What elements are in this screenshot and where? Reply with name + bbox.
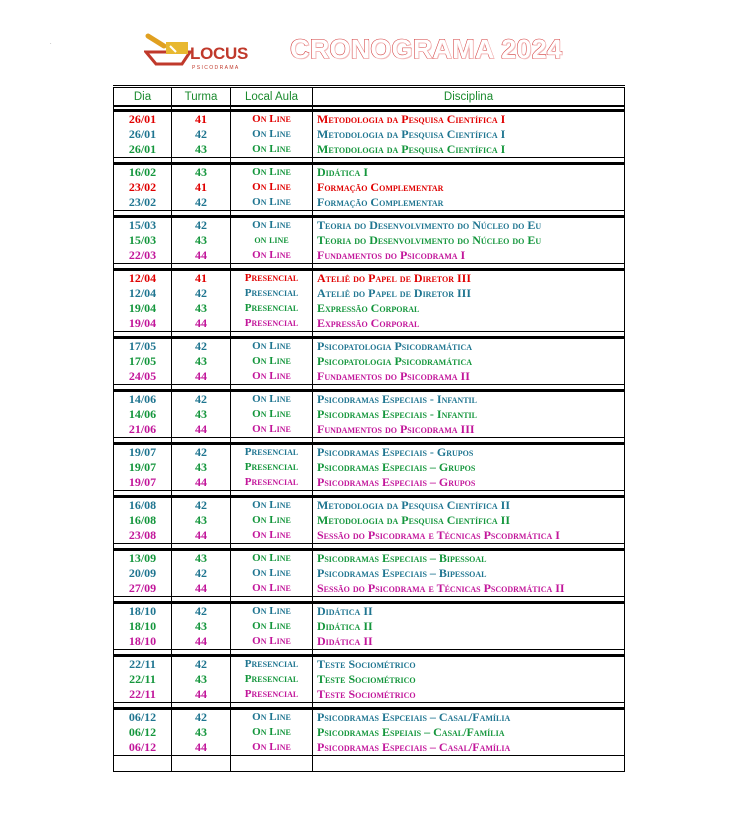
cell-date: 19/04: [114, 301, 172, 316]
cell-disciplina: Fundamentos do Psicodrama II: [313, 369, 625, 385]
table-row: [114, 709, 625, 726]
table-row: [114, 164, 625, 181]
cell-local: Presencial: [231, 270, 313, 287]
table-row: [114, 407, 625, 422]
cell-local: On Line: [231, 603, 313, 620]
table-row: [114, 619, 625, 634]
table-row: [114, 740, 625, 756]
cell-disciplina: Metodologia da Pesquisa Científica II: [313, 513, 625, 528]
cell-date: 22/11: [114, 687, 172, 703]
cell-local: On Line: [231, 354, 313, 369]
table-row: [114, 142, 625, 158]
cell-date: 06/12: [114, 725, 172, 740]
cell-turma: 43: [172, 513, 231, 528]
cell-date: 20/09: [114, 566, 172, 581]
cell-date: 19/04: [114, 316, 172, 332]
cell-date: 19/07: [114, 460, 172, 475]
cell-turma: 42: [172, 195, 231, 211]
table-row: [114, 301, 625, 316]
table-row: [114, 391, 625, 408]
cell-disciplina: Expressão Corporal: [313, 301, 625, 316]
cell-disciplina: Psicodramas Especiais – Bipessoal: [313, 566, 625, 581]
table-row: [114, 528, 625, 544]
cell-disciplina: Fundamentos do Psicodrama III: [313, 422, 625, 438]
table-row: [114, 195, 625, 211]
cell-date: 12/04: [114, 270, 172, 287]
cell-local: On Line: [231, 407, 313, 422]
cell-date: 23/08: [114, 528, 172, 544]
table-row: [114, 270, 625, 287]
table-row: [114, 672, 625, 687]
table-row: [114, 475, 625, 491]
cell-disciplina: Metodologia da Pesquisa Científica I: [313, 127, 625, 142]
cell-date: 21/06: [114, 422, 172, 438]
schedule-table: [113, 85, 625, 772]
cell-local: On Line: [231, 528, 313, 544]
cell-turma: 44: [172, 475, 231, 491]
cell-disciplina: Teoria do Desenvolvimento do Núcleo do Eu: [313, 233, 625, 248]
cell-local: Presencial: [231, 475, 313, 491]
cell-turma: 41: [172, 111, 231, 128]
cell-date: 19/07: [114, 444, 172, 461]
cell-date: 23/02: [114, 180, 172, 195]
cell-turma: 43: [172, 619, 231, 634]
table-row: [114, 656, 625, 673]
cell-disciplina: Ateliê do Papel de Diretor III: [313, 270, 625, 287]
cell-turma: 42: [172, 338, 231, 355]
cell-disciplina: Sessão do Psicodrama e Técnicas Pscodrmática II: [313, 581, 625, 597]
cell-turma: 44: [172, 740, 231, 756]
cell-disciplina: Psicodramas Especiais - Grupos: [313, 444, 625, 461]
empty-cell: [313, 756, 625, 772]
cell-date: 22/11: [114, 656, 172, 673]
cell-date: 18/10: [114, 603, 172, 620]
cell-local: On Line: [231, 513, 313, 528]
cell-local: On Line: [231, 338, 313, 355]
cell-turma: 43: [172, 233, 231, 248]
cell-date: 27/09: [114, 581, 172, 597]
cell-local: On Line: [231, 550, 313, 567]
header-local: Local Aula: [231, 87, 313, 107]
cell-date: 22/03: [114, 248, 172, 264]
cell-date: 13/09: [114, 550, 172, 567]
table-row: [114, 422, 625, 438]
cell-local: On Line: [231, 740, 313, 756]
header-dia: Dia: [114, 87, 172, 107]
table-row: [114, 354, 625, 369]
table-row: [114, 338, 625, 355]
cell-disciplina: Didática I: [313, 164, 625, 181]
cell-turma: 42: [172, 391, 231, 408]
cell-date: 26/01: [114, 111, 172, 128]
empty-cell: [172, 756, 231, 772]
cell-disciplina: Teste Sociométrico: [313, 672, 625, 687]
cell-date: 22/11: [114, 672, 172, 687]
cell-turma: 44: [172, 581, 231, 597]
cell-date: 14/06: [114, 391, 172, 408]
cell-local: On Line: [231, 142, 313, 158]
cell-disciplina: Didática II: [313, 619, 625, 634]
cell-local: On Line: [231, 180, 313, 195]
cell-turma: 42: [172, 127, 231, 142]
table-row: [114, 566, 625, 581]
cell-date: 18/10: [114, 634, 172, 650]
cell-date: 26/01: [114, 142, 172, 158]
cell-turma: 42: [172, 217, 231, 234]
cell-date: 16/02: [114, 164, 172, 181]
cell-local: On Line: [231, 619, 313, 634]
cell-turma: 44: [172, 528, 231, 544]
cell-turma: 44: [172, 369, 231, 385]
cell-turma: 43: [172, 460, 231, 475]
page-title: CRONOGRAMA 2024: [290, 34, 563, 64]
cell-date: 15/03: [114, 217, 172, 234]
cell-disciplina: Metodologia da Pesquisa Científica I: [313, 111, 625, 128]
cell-local: Presencial: [231, 672, 313, 687]
cell-disciplina: Sessão do Psicodrama e Técnicas Pscodrmática I: [313, 528, 625, 544]
cell-date: 26/01: [114, 127, 172, 142]
cell-date: 15/03: [114, 233, 172, 248]
cell-turma: 44: [172, 634, 231, 650]
cell-disciplina: Metodologia da Pesquisa Científica I: [313, 142, 625, 158]
cell-turma: 43: [172, 142, 231, 158]
cell-turma: 43: [172, 672, 231, 687]
logo-subtitle: PSICODRAMA: [192, 65, 240, 71]
cell-local: On Line: [231, 581, 313, 597]
cell-local: Presencial: [231, 460, 313, 475]
cell-disciplina: Fundamentos do Psicodrama I: [313, 248, 625, 264]
table-body: [114, 106, 625, 772]
cell-date: 14/06: [114, 407, 172, 422]
cell-turma: 42: [172, 444, 231, 461]
cell-local: On Line: [231, 164, 313, 181]
cell-disciplina: Psicodramas Especiais – Bipessoal: [313, 550, 625, 567]
cell-local: On Line: [231, 217, 313, 234]
empty-cell: [231, 756, 313, 772]
cell-local: On Line: [231, 391, 313, 408]
cell-date: 19/07: [114, 475, 172, 491]
cell-local: On Line: [231, 497, 313, 514]
cell-disciplina: Psicopatologia Psicodramática: [313, 354, 625, 369]
cell-disciplina: Psicodramas Espeiais – Casal/Família: [313, 725, 625, 740]
cell-local: On Line: [231, 369, 313, 385]
cell-local: Presencial: [231, 687, 313, 703]
table-row: [114, 634, 625, 650]
cell-local: On Line: [231, 195, 313, 211]
cell-local: On Line: [231, 634, 313, 650]
cell-local: On Line: [231, 709, 313, 726]
cell-local: Presencial: [231, 444, 313, 461]
cell-disciplina: Formação Complementar: [313, 195, 625, 211]
logo-name: LOCUS: [190, 44, 249, 63]
cell-local: On Line: [231, 111, 313, 128]
table-row: [114, 248, 625, 264]
cell-turma: 44: [172, 687, 231, 703]
cell-disciplina: Ateliê do Papel de Diretor III: [313, 286, 625, 301]
table-row: [114, 497, 625, 514]
schedule-table-wrapper: [113, 85, 624, 772]
cell-turma: 43: [172, 725, 231, 740]
cell-turma: 43: [172, 407, 231, 422]
locus-logo: [144, 32, 254, 76]
cell-disciplina: Teste Sociométrico: [313, 656, 625, 673]
table-row: [114, 581, 625, 597]
table-row: [114, 217, 625, 234]
cell-turma: 41: [172, 180, 231, 195]
cell-date: 06/12: [114, 709, 172, 726]
cell-turma: 42: [172, 709, 231, 726]
empty-row: [114, 756, 625, 772]
cell-local: On Line: [231, 248, 313, 264]
cell-turma: 42: [172, 603, 231, 620]
cell-turma: 42: [172, 566, 231, 581]
cell-turma: 42: [172, 656, 231, 673]
logo-mark-icon: [144, 32, 192, 74]
cell-date: 18/10: [114, 619, 172, 634]
cell-disciplina: Expressão Corporal: [313, 316, 625, 332]
cell-local: On Line: [231, 422, 313, 438]
cell-turma: 43: [172, 354, 231, 369]
table-row: [114, 725, 625, 740]
table-row: [114, 286, 625, 301]
table-row: [114, 111, 625, 128]
table-row: [114, 127, 625, 142]
cell-turma: 43: [172, 550, 231, 567]
cell-turma: 41: [172, 270, 231, 287]
stray-dot: .: [50, 40, 52, 46]
cell-disciplina: Didática II: [313, 634, 625, 650]
cell-disciplina: Metodologia da Pesquisa Científica II: [313, 497, 625, 514]
cell-local: On Line: [231, 566, 313, 581]
cell-disciplina: Psicodramas Espceiais – Casal/Família: [313, 709, 625, 726]
cell-local: On Line: [231, 127, 313, 142]
cell-date: 23/02: [114, 195, 172, 211]
cell-disciplina: Teoria do Desenvolvimento do Núcleo do Eu: [313, 217, 625, 234]
empty-cell: [114, 756, 172, 772]
cell-date: 16/08: [114, 497, 172, 514]
cell-turma: 44: [172, 248, 231, 264]
cell-disciplina: Psicodramas Especiais – Casal/Família: [313, 740, 625, 756]
table-row: [114, 369, 625, 385]
cell-disciplina: Psicodramas Especiais – Grupos: [313, 475, 625, 491]
cell-disciplina: Psicodramas Especiais – Grupos: [313, 460, 625, 475]
cell-date: 24/05: [114, 369, 172, 385]
cell-local: Presencial: [231, 316, 313, 332]
cell-disciplina: Psicodramas Especiais - Infantil: [313, 391, 625, 408]
cell-turma: 44: [172, 316, 231, 332]
cell-disciplina: Psicopatologia Psicodramática: [313, 338, 625, 355]
cell-turma: 42: [172, 286, 231, 301]
cell-disciplina: Teste Sociométrico: [313, 687, 625, 703]
cell-local: on line: [231, 233, 313, 248]
table-row: [114, 460, 625, 475]
cell-turma: 43: [172, 164, 231, 181]
cell-local: Presencial: [231, 656, 313, 673]
cell-date: 16/08: [114, 513, 172, 528]
table-row: [114, 513, 625, 528]
cell-turma: 44: [172, 422, 231, 438]
table-row: [114, 180, 625, 195]
table-row: [114, 444, 625, 461]
table-header-row: [114, 87, 625, 107]
cell-disciplina: Didática II: [313, 603, 625, 620]
table-row: [114, 316, 625, 332]
cell-turma: 43: [172, 301, 231, 316]
table-row: [114, 603, 625, 620]
table-row: [114, 550, 625, 567]
cell-local: Presencial: [231, 286, 313, 301]
cell-date: 17/05: [114, 338, 172, 355]
cell-local: Presencial: [231, 301, 313, 316]
header-disciplina: Disciplina: [313, 87, 625, 107]
cell-date: 17/05: [114, 354, 172, 369]
cell-date: 06/12: [114, 740, 172, 756]
header-turma: Turma: [172, 87, 231, 107]
cell-disciplina: Formação Complementar: [313, 180, 625, 195]
cell-turma: 42: [172, 497, 231, 514]
cell-disciplina: Psicodramas Especiais - Infantil: [313, 407, 625, 422]
table-row: [114, 687, 625, 703]
cell-local: On Line: [231, 725, 313, 740]
cell-date: 12/04: [114, 286, 172, 301]
table-row: [114, 233, 625, 248]
